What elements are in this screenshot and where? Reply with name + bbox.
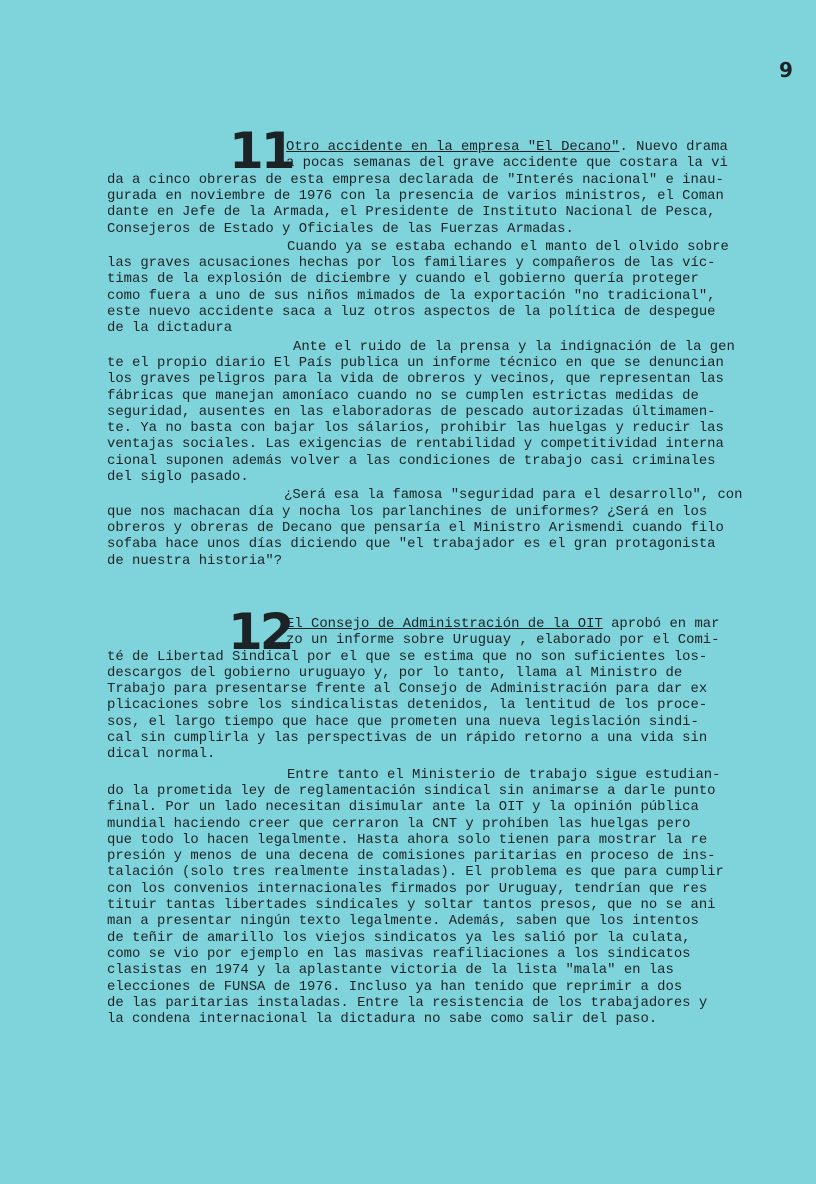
text-line: de las paritarias instaladas. Entre la resistencia de los trabajadores y: [107, 995, 708, 1011]
text-line: man a presentar ningún texto legalmente. Además, saben que los intentos: [107, 913, 699, 929]
text-line: que nos machacan día y nocha los parlanchines de uniformes? ¿Será en los: [107, 504, 708, 520]
text-line: Ante el ruido de la prensa y la indignación de la gen: [293, 339, 735, 355]
text-line: clasistas en 1974 y la aplastante victoria de la lista "mala" en las: [107, 962, 674, 978]
text-line: dical normal.: [107, 746, 216, 762]
text-line: da a cinco obreras de esta empresa declarada de "Interés nacional" e inau-: [107, 172, 724, 188]
section-title-continuation: . Nuevo drama: [619, 139, 728, 155]
text-line: tituir tantas libertades sindicales y soltar tantos presos, que no se ani: [107, 897, 716, 913]
text-line: final. Por un lado necesitan disimular ante la OIT y la opinión pública: [107, 799, 699, 815]
text-line: mundial haciendo creer que cerraron la CNT y prohíben las huelgas pero: [107, 816, 691, 832]
text-line: presión y menos de una decena de comisiones paritarias en proceso de ins-: [107, 848, 716, 864]
section-title: Otro accidente en la empresa "El Decano": [286, 139, 620, 155]
section-number: 11: [229, 122, 293, 180]
text-line: la condena internacional la dictadura no sabe como salir del paso.: [107, 1011, 658, 1027]
section-heading-line: [286, 616, 719, 632]
text-line: a pocas semanas del grave accidente que costara la vi: [286, 155, 728, 171]
text-line: té de Libertad Sindical por el que se estima que no son suficientes los-: [107, 649, 708, 665]
text-line: los graves peligros para la vida de obreros y vecinos, que representan las: [107, 371, 724, 387]
section-number: 12: [228, 603, 292, 661]
text-line: Entre tanto el Ministerio de trabajo sigue estudian-: [287, 767, 721, 783]
text-line: Consejeros de Estado y Oficiales de las Fuerzas Armadas.: [107, 221, 574, 237]
text-line: Cuando ya se estaba echando el manto del olvido sobre: [287, 239, 729, 255]
text-line: obreros y obreras de Decano que pensaría el Ministro Arismendi cuando filo: [107, 520, 724, 536]
text-line: zo un informe sobre Uruguay , elaborado por el Comi-: [286, 632, 720, 648]
section-title: El Consejo de Administración de la OIT: [286, 616, 603, 632]
text-line: seguridad, ausentes en las elaboradoras de pescado autorizadas últimamen-: [107, 404, 716, 420]
text-line: ventajas sociales. Las exigencias de rentabilidad y competitividad interna: [107, 436, 724, 452]
text-line: las graves acusaciones hechas por los familiares y compañeros de las víc-: [107, 255, 716, 271]
text-line: cal sin cumplirla y las perspectivas de un rápido retorno a una vida sin: [107, 730, 708, 746]
text-line: descargos del gobierno uruguayo y, por lo tanto, llama al Ministro de: [107, 665, 683, 681]
text-line: fábricas que manejan amoníaco cuando no se cumplen estrictas medidas de: [107, 388, 699, 404]
text-line: Trabajo para presentarse frente al Consejo de Administración para dar ex: [107, 681, 708, 697]
text-line: elecciones de FUNSA de 1976. Incluso ya han tenido que reprimir a dos: [107, 979, 683, 995]
text-line: con los convenios internacionales firmados por Uruguay, tendrían que res: [107, 881, 708, 897]
text-line: te el propio diario El País publica un informe técnico en que se denuncian: [107, 355, 724, 371]
text-line: plicaciones sobre los sindicalistas detenidos, la lentitud de los proce-: [107, 697, 708, 713]
text-line: como fuera a uno de sus niños mimados de la exportación "no tradicional",: [107, 288, 716, 304]
text-line: este nuevo accidente saca a luz otros aspectos de la política de despegue: [107, 304, 716, 320]
text-line: sofaba hace unos días diciendo que "el trabajador es el gran protagonista: [107, 536, 716, 552]
text-line: dante en Jefe de la Armada, el Presidente de Instituto Nacional de Pesca,: [107, 204, 716, 220]
text-line: ¿Será esa la famosa "seguridad para el desarrollo", con: [284, 487, 743, 503]
page-number: 9: [779, 58, 793, 82]
text-line: que todo lo hacen legalmente. Hasta ahora solo tienen para mostrar la re: [107, 832, 708, 848]
text-line: de nuestra historia"?: [107, 553, 283, 569]
text-line: sos, el largo tiempo que hace que prometen una nueva legislación sindi-: [107, 714, 699, 730]
text-line: gurada en noviembre de 1976 con la presencia de varios ministros, el Coman: [107, 188, 724, 204]
text-line: de la dictadura: [107, 320, 233, 336]
section-heading-line: [286, 139, 728, 155]
text-line: talación (solo tres realmente instaladas). El problema es que para cumplir: [107, 864, 724, 880]
section-title-continuation: aprobó en mar: [602, 616, 720, 632]
text-line: do la prometida ley de reglamentación sindical sin animarse a darle punto: [107, 783, 716, 799]
text-line: timas de la explosión de diciembre y cuando el gobierno quería proteger: [107, 271, 699, 287]
text-line: cional suponen además volver a las condiciones de trabajo casi criminales: [107, 453, 716, 469]
text-line: te. Ya no basta con bajar los sálarios, prohibir las huelgas y reducir las: [107, 420, 724, 436]
text-line: del siglo pasado.: [107, 469, 249, 485]
text-line: como se vio por ejemplo en las masivas reafiliaciones a los sindicatos: [107, 946, 691, 962]
text-line: de teñir de amarillo los viejos sindicatos ya les salió por la culata,: [107, 930, 691, 946]
